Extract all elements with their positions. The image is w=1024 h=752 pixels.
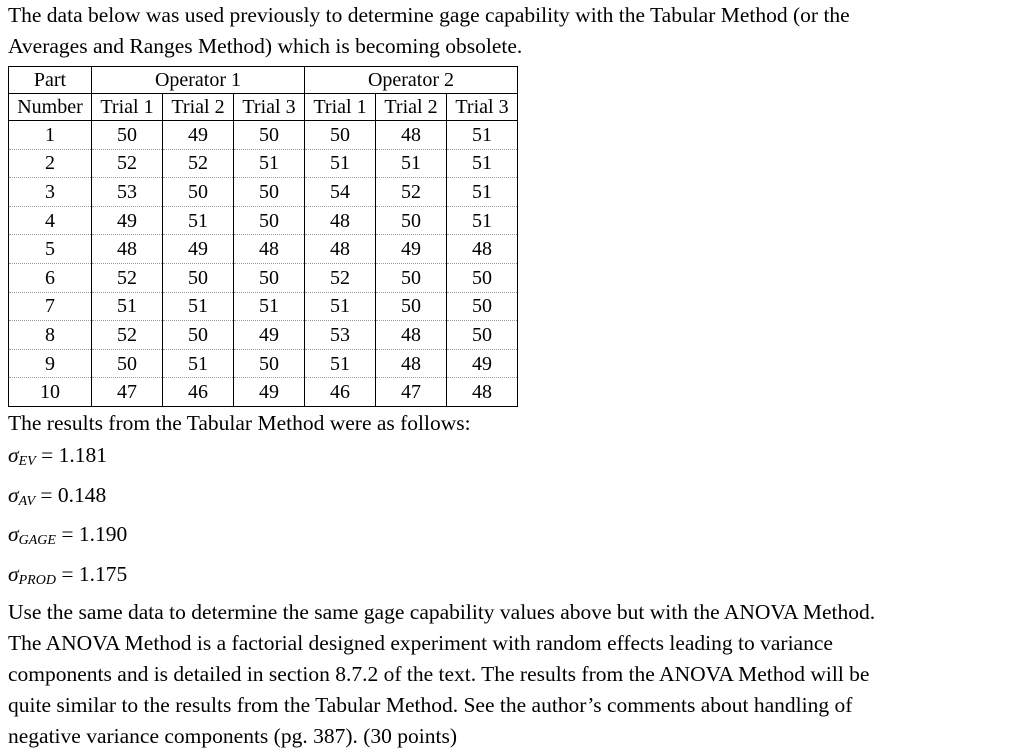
result-value: = 1.190: [61, 522, 128, 547]
header-part-bottom: Number: [9, 94, 92, 121]
measurement-cell: 49: [234, 321, 305, 350]
measurement-cell: 54: [305, 178, 376, 207]
measurement-cell: 49: [163, 121, 234, 150]
table-row: [9, 121, 518, 150]
intro-line-1: The data below was used previously to determine gage capability with the Tabular Method (or the: [8, 3, 850, 27]
result-item: [8, 439, 1016, 479]
measurement-cell: 48: [305, 235, 376, 264]
measurement-cell: 50: [163, 178, 234, 207]
measurement-cell: 48: [376, 121, 447, 150]
measurement-cell: 51: [234, 149, 305, 178]
measurement-cell: 50: [447, 321, 518, 350]
measurement-cell: 48: [234, 235, 305, 264]
sigma-symbol: σ: [8, 522, 19, 547]
closing-line-1: Use the same data to determine the same gage capability values above but with the ANOVA Method.: [8, 600, 876, 625]
table-row: [9, 206, 518, 235]
measurement-cell: 51: [92, 292, 163, 321]
part-number-cell: 3: [9, 178, 92, 207]
part-number-cell: 1: [9, 121, 92, 150]
measurement-cell: 51: [376, 149, 447, 178]
closing-line-5: negative variance components (pg. 387). (30 points): [8, 724, 457, 749]
measurement-cell: 48: [447, 378, 518, 407]
sigma-symbol: σ: [8, 443, 19, 468]
measurement-cell: 50: [447, 263, 518, 292]
part-number-cell: 5: [9, 235, 92, 264]
measurement-cell: 48: [376, 321, 447, 350]
table-row: [9, 349, 518, 378]
result-item: [8, 518, 1016, 558]
measurement-cell: 50: [376, 206, 447, 235]
result-value: = 1.175: [61, 561, 128, 586]
measurement-cell: 51: [234, 292, 305, 321]
measurement-cell: 51: [447, 178, 518, 207]
measurement-cell: 50: [92, 121, 163, 150]
header-trial: Trial 1: [92, 94, 163, 121]
result-subscript: EV: [18, 454, 36, 470]
measurement-cell: 50: [234, 121, 305, 150]
measurement-cell: 52: [305, 263, 376, 292]
measurement-cell: 53: [305, 321, 376, 350]
header-trial: Trial 3: [447, 94, 518, 121]
measurement-cell: 50: [305, 121, 376, 150]
result-item: [8, 479, 1016, 519]
table-row: [9, 235, 518, 264]
part-number-cell: 10: [9, 378, 92, 407]
measurement-cell: 47: [376, 378, 447, 407]
sigma-symbol: σ: [8, 482, 19, 507]
part-number-cell: 6: [9, 263, 92, 292]
measurement-cell: 50: [234, 263, 305, 292]
table-row: [9, 292, 518, 321]
measurement-cell: 52: [376, 178, 447, 207]
measurement-cell: 51: [447, 121, 518, 150]
intro-line-2: Averages and Ranges Method) which is becoming obsolete.: [8, 34, 523, 58]
part-number-cell: 4: [9, 206, 92, 235]
result-subscript: AV: [18, 493, 36, 509]
gage-data-table: [8, 66, 518, 407]
measurement-cell: 50: [234, 349, 305, 378]
measurement-cell: 50: [376, 263, 447, 292]
result-value: = 1.181: [41, 443, 107, 468]
header-trial: Trial 1: [305, 94, 376, 121]
closing-paragraph: [8, 597, 1016, 752]
measurement-cell: 50: [163, 263, 234, 292]
measurement-cell: 48: [305, 206, 376, 235]
measurement-cell: 51: [305, 149, 376, 178]
header-part-top: Part: [9, 67, 92, 94]
header-trial: Trial 3: [234, 94, 305, 121]
part-number-cell: 8: [9, 321, 92, 350]
part-number-cell: 9: [9, 349, 92, 378]
measurement-cell: 46: [305, 378, 376, 407]
table-body: [9, 121, 518, 407]
measurement-cell: 52: [92, 149, 163, 178]
table-row: [9, 263, 518, 292]
measurement-cell: 53: [92, 178, 163, 207]
measurement-cell: 50: [234, 178, 305, 207]
measurement-cell: 51: [163, 292, 234, 321]
header-operator-1: Operator 1: [92, 67, 305, 94]
table-row: [9, 178, 518, 207]
measurement-cell: 51: [163, 349, 234, 378]
result-subscript: GAGE: [18, 533, 56, 549]
measurement-cell: 52: [163, 149, 234, 178]
part-number-cell: 7: [9, 292, 92, 321]
header-trial: Trial 2: [163, 94, 234, 121]
measurement-cell: 49: [163, 235, 234, 264]
table-row: [9, 378, 518, 407]
measurement-cell: 49: [447, 349, 518, 378]
result-item: [8, 558, 1016, 598]
measurement-cell: 51: [305, 292, 376, 321]
table-row: [9, 321, 518, 350]
sigma-symbol: σ: [8, 561, 19, 586]
measurement-cell: 46: [163, 378, 234, 407]
measurement-cell: 51: [447, 149, 518, 178]
header-trial: Trial 2: [376, 94, 447, 121]
measurement-cell: 49: [92, 206, 163, 235]
measurement-cell: 49: [234, 378, 305, 407]
measurement-cell: 51: [305, 349, 376, 378]
measurement-cell: 51: [163, 206, 234, 235]
result-subscript: PROD: [18, 572, 56, 588]
measurement-cell: 48: [376, 349, 447, 378]
intro-paragraph: [8, 0, 1016, 62]
closing-line-4: quite similar to the results from the Tabular Method. See the author’s comments about handling of: [8, 693, 853, 718]
measurement-cell: 48: [92, 235, 163, 264]
header-operator-2: Operator 2: [305, 67, 518, 94]
result-value: = 0.148: [40, 482, 107, 507]
part-number-cell: 2: [9, 149, 92, 178]
measurement-cell: 49: [376, 235, 447, 264]
results-list: [8, 439, 1016, 597]
measurement-cell: 50: [92, 349, 163, 378]
measurement-cell: 50: [447, 292, 518, 321]
measurement-cell: 50: [234, 206, 305, 235]
closing-line-2: The ANOVA Method is a factorial designed experiment with random effects leading to variance: [8, 631, 833, 656]
measurement-cell: 52: [92, 263, 163, 292]
measurement-cell: 50: [163, 321, 234, 350]
measurement-cell: 51: [447, 206, 518, 235]
closing-line-3: components and is detailed in section 8.7.2 of the text. The results from the ANOVA Method will be: [8, 662, 870, 687]
results-heading: The results from the Tabular Method were as follows:: [8, 410, 471, 435]
measurement-cell: 48: [447, 235, 518, 264]
table-row: [9, 149, 518, 178]
measurement-cell: 47: [92, 378, 163, 407]
measurement-cell: 50: [376, 292, 447, 321]
measurement-cell: 52: [92, 321, 163, 350]
